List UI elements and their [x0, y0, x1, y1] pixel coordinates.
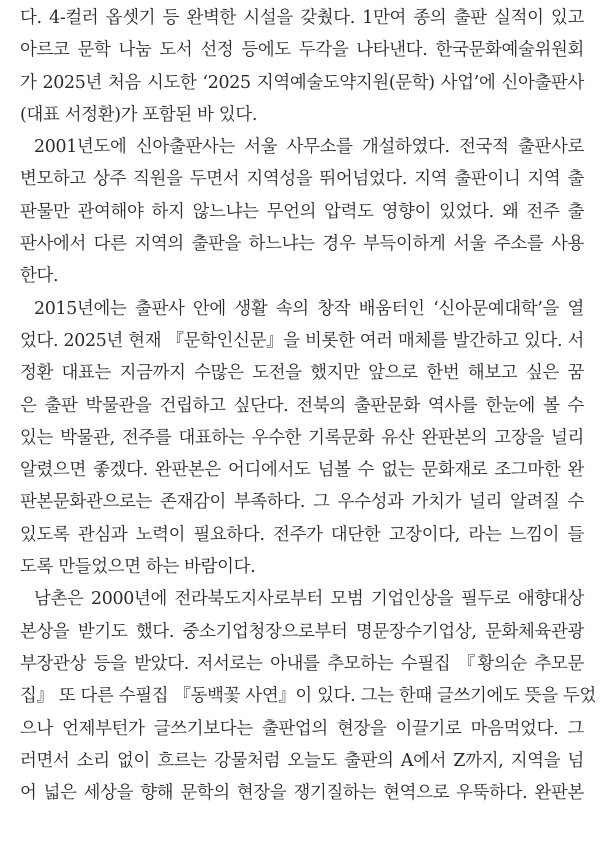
paragraph-facilities	[20, 2, 584, 131]
text-line: 은 출판 박물관을 건립하고 싶단다. 전북의 출판문화 역사를 한눈에 볼 수	[20, 395, 584, 416]
text-line: 부장관상 등을 받았다. 저서로는 아내를 추모하는 수필집 『황의순 추모문	[20, 653, 584, 674]
text-line: 도록 만들었으면 하는 바람이다.	[20, 557, 256, 578]
text-line: 남촌은 2000년에 전라북도지사로부터 모범 기업인상을 필두로 애향대상	[34, 589, 584, 610]
text-line: 으나 언제부턴가 글쓰기보다는 출판업의 현장을 이끌기로 마음먹었다. 그	[20, 718, 584, 739]
text-line: 2015년에는 출판사 안에 생활 속의 창작 배움터인 ‘신아문예대학’을 열	[34, 298, 584, 319]
text-line: 정환 대표는 지금까지 수많은 도전을 했지만 앞으로 한번 해보고 싶은 꿈	[20, 363, 584, 384]
text-line: 판본문화관으로는 존재감이 부족하다. 그 우수성과 가치가 널리 알려질 수	[20, 492, 584, 513]
text-line: 었다. 2025년 현재 『문학인신문』을 비롯한 여러 매체를 발간하고 있다. 서	[20, 330, 584, 351]
text-line: 가 2025년 처음 시도한 ‘2025 지역예술도약지원(문학) 사업’에 신아출판사	[20, 72, 584, 93]
text-line: 본상을 받기도 했다. 중소기업청장으로부터 명문장수기업상, 문화체육관광	[20, 621, 584, 642]
text-line: 2001년도에 신아출판사는 서울 사무소를 개설하였다. 전국적 출판사로	[34, 137, 584, 158]
text-line: (대표 서정환)가 포함된 바 있다.	[20, 104, 258, 125]
document-page	[20, 2, 596, 809]
text-line: 러면서 소리 없이 흐르는 강물처럼 오늘도 출판의 A에서 Z까지, 지역을 넘	[20, 750, 584, 771]
text-line: 아르코 문학 나눔 도서 선정 등에도 두각을 나타낸다. 한국문화예술위원회	[20, 40, 584, 61]
text-line: 변모하고 상주 직원을 두면서 지역성을 뛰어넘었다. 지역 출판이니 지역 출	[20, 169, 584, 190]
paragraph-museum-dream	[20, 293, 584, 584]
text-line: 한다.	[20, 266, 59, 287]
text-line: 판물만 관여해야 하지 않느냐는 무언의 압력도 영향이 있었다. 왜 전주 출	[20, 201, 584, 222]
text-line: 알렸으면 좋겠다. 완판본은 어디에서도 넘볼 수 없는 문화재로 조그마한 완	[20, 460, 584, 481]
paragraph-seoul-office	[20, 131, 584, 292]
text-line: 집』 또 다른 수필집 『동백꽃 사연』이 있다. 그는 한때 글쓰기에도 뜻을 두었	[20, 686, 596, 707]
text-line: 있는 박물관, 전주를 대표하는 우수한 기록문화 유산 완판본의 고장을 널리	[20, 427, 584, 448]
text-line: 있도록 관심과 노력이 필요하다. 전주가 대단한 고장이다, 라는 느낌이 들	[20, 524, 584, 545]
text-line: 판사에서 다른 지역의 출판을 하느냐는 경우 부득이하게 서울 주소를 사용	[20, 234, 584, 255]
paragraph-awards	[20, 583, 596, 809]
text-line: 어 넓은 세상을 향해 문학의 현장을 쟁기질하는 현역으로 우뚝하다. 완판본	[20, 783, 584, 804]
text-line: 다. 4-컬러 옵셋기 등 완벽한 시설을 갖췄다. 1만여 종의 출판 실적이 있고	[20, 8, 584, 28]
